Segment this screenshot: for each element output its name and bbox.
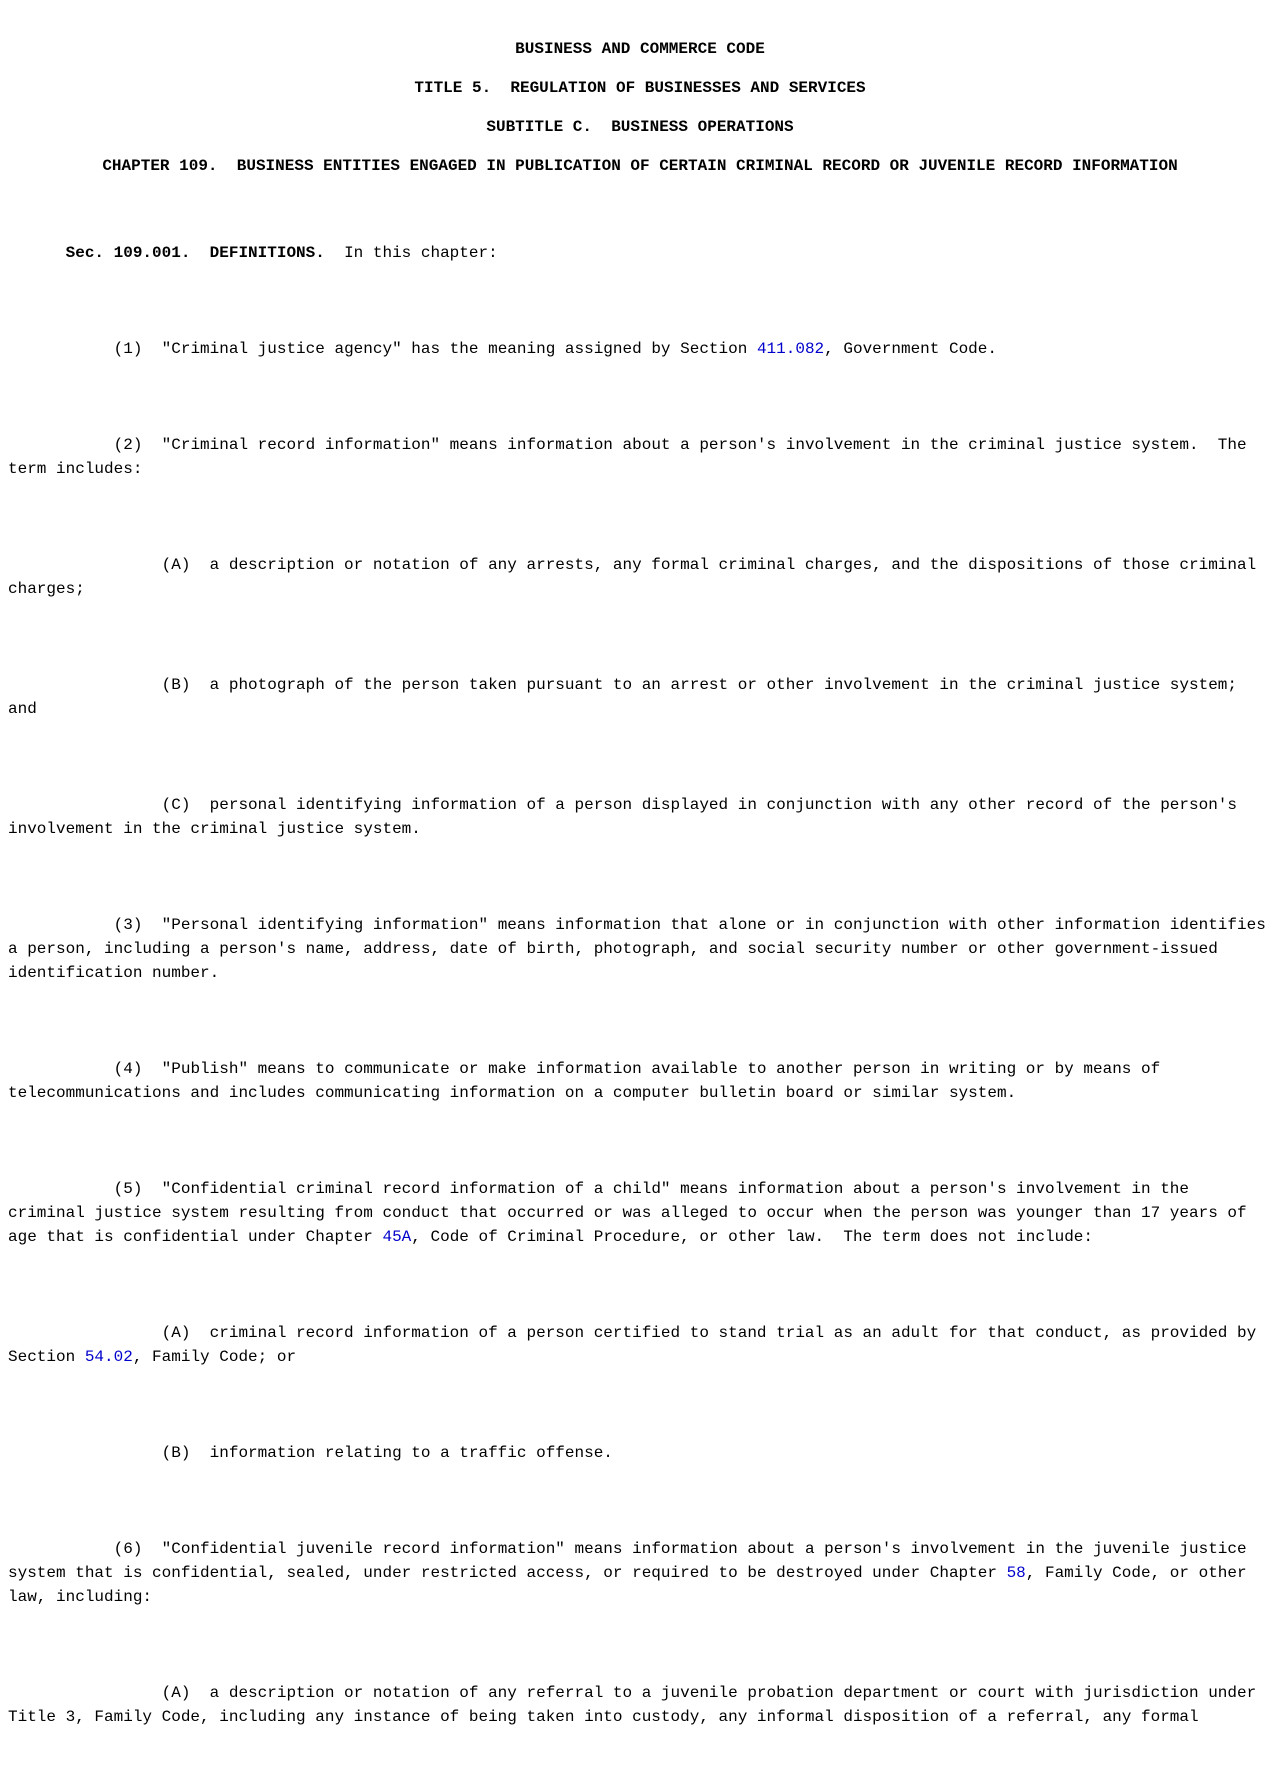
definition-1-tail: , Government Code. [824,340,997,358]
definition-2a [8,553,1272,601]
definition-1 [8,337,1272,361]
definition-2-text: (2) "Criminal record information" means information about a person's involvement in the criminal justice system. The term includes: [8,436,1257,478]
definition-2 [8,433,1272,481]
definition-3 [8,913,1276,985]
citation-link-411-082[interactable]: 411.082 [756,340,825,358]
definition-2b [8,673,1272,721]
definition-5a-tail: , Family Code; or [132,1348,297,1366]
definition-4-text: (4) "Publish" means to communicate or make information available to another person in writing or by means of telecommunications and includes communicating information on a computer bulletin board or similar system. [8,1060,1170,1102]
definition-2b-text: (B) a photograph of the person taken pursuant to an arrest or other involvement in the criminal justice system; and [8,676,1247,718]
title-heading: TITLE 5. REGULATION OF BUSINESSES AND SERVICES [414,79,866,97]
definition-2c [8,793,1272,841]
definition-3-text: (3) "Personal identifying information" means information that alone or in conjunction with other information identifies a person, including a person's name, address, date of birth, photograph, and social security number or other government-issued identification number. [8,916,1276,982]
definition-5b [8,1441,1272,1465]
code-heading: BUSINESS AND COMMERCE CODE [515,40,765,58]
citation-link-45a[interactable]: 45A [382,1228,412,1246]
section-intro-text: In this chapter: [324,244,498,262]
subtitle-heading: SUBTITLE C. BUSINESS OPERATIONS [486,118,794,136]
definition-2c-text: (C) personal identifying information of a person displayed in conjunction with any other record of the person's involvement in the criminal justice system. [8,796,1247,838]
definition-5a-text: (A) criminal record information of a person certified to stand trial as an adult for that conduct, as provided by Section [8,1324,1266,1366]
definition-5-tail: , Code of Criminal Procedure, or other law. The term does not include: [411,1228,1093,1246]
citation-link-54-02[interactable]: 54.02 [84,1348,133,1366]
chapter-heading: CHAPTER 109. BUSINESS ENTITIES ENGAGED IN PUBLICATION OF CERTAIN CRIMINAL RECORD OR JUVENILE RECORD INFORMATION [102,157,1178,175]
section-body [8,193,1276,1777]
section-intro [8,241,1272,265]
definition-5b-text: (B) information relating to a traffic offense. [161,1444,613,1462]
definition-1-text: (1) "Criminal justice agency" has the meaning assigned by Section [113,340,757,358]
citation-link-58[interactable]: 58 [1006,1564,1026,1582]
definition-6-tail: , Family Code, or other law, including: [8,1564,1257,1606]
definition-6-text: (6) "Confidential juvenile record information" means information about a person's involvement in the juvenile justice system that is confidential, sealed, under restricted access, or required to be destroyed under Chapter [8,1540,1257,1582]
definition-5-text: (5) "Confidential criminal record information of a child" means information about a person's involvement in the criminal justice system resulting from conduct that occurred or was alleged to occur when the person was younger than 17 years of age that is confidential under Chapter [8,1180,1257,1246]
definition-6a-text: (A) a description or notation of any referral to a juvenile probation department or court with jurisdiction under Title 3, Family Code, including any instance of being taken into custody, any informal disposition of a referral, any formal [8,1684,1266,1726]
definition-6a [8,1681,1272,1729]
definition-6 [8,1537,1272,1609]
definition-5 [8,1177,1272,1249]
section-label: Sec. 109.001. DEFINITIONS. [65,244,325,262]
statute-document [0,37,1280,1777]
definition-2a-text: (A) a description or notation of any arrests, any formal criminal charges, and the dispositions of those criminal charges; [8,556,1266,598]
definition-5a [8,1321,1272,1369]
definition-4 [8,1057,1272,1105]
